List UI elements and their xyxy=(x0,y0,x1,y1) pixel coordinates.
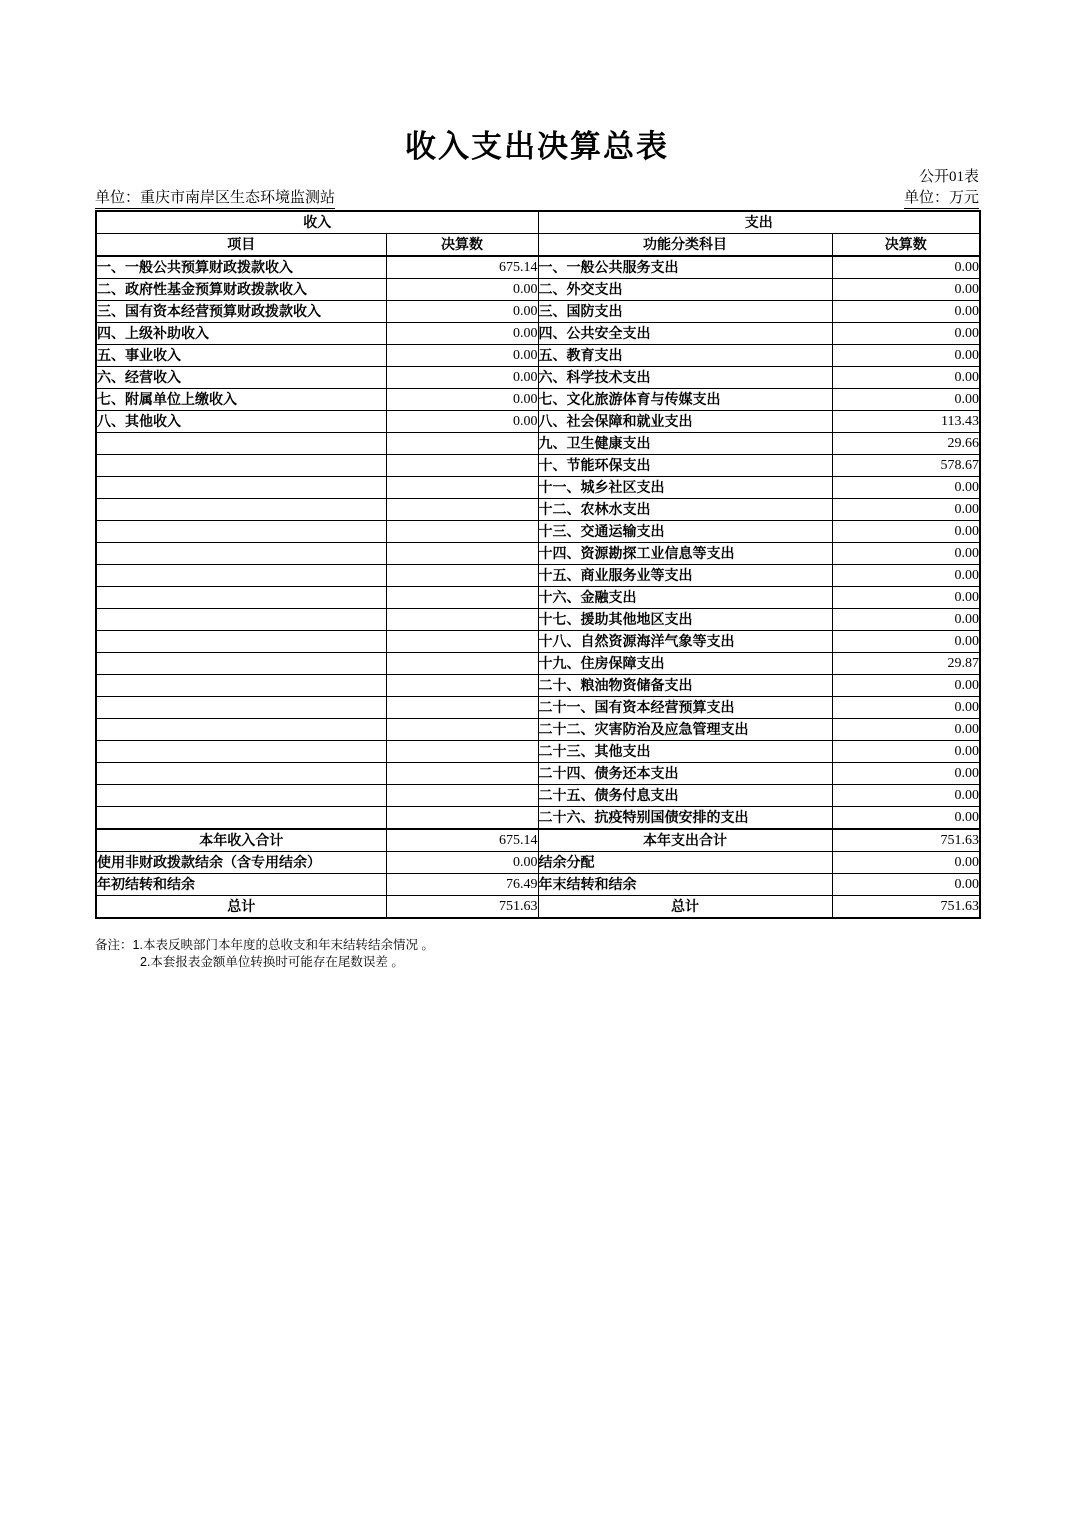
expense-item-label: 二十六、抗疫特别国债安排的支出 xyxy=(538,807,832,830)
income-item-value xyxy=(386,543,538,565)
expense-item-label: 九、卫生健康支出 xyxy=(538,433,832,455)
summary-right-value: 0.00 xyxy=(832,852,980,874)
section-header-row xyxy=(96,211,980,234)
income-item-value xyxy=(386,477,538,499)
income-item-value: 0.00 xyxy=(386,411,538,433)
income-item-value xyxy=(386,499,538,521)
income-item-label: 三、国有资本经营预算财政拨款收入 xyxy=(96,301,386,323)
table-row xyxy=(96,499,980,521)
income-item-value xyxy=(386,455,538,477)
summary-right-label: 总计 xyxy=(538,896,832,919)
expense-item-value: 0.00 xyxy=(832,631,980,653)
income-item-label: 五、事业收入 xyxy=(96,345,386,367)
income-item-value xyxy=(386,807,538,830)
income-item-value xyxy=(386,741,538,763)
summary-left-label: 使用非财政拨款结余（含专用结余） xyxy=(96,852,386,874)
summary-left-label: 本年收入合计 xyxy=(96,829,386,852)
summary-right-value: 751.63 xyxy=(832,829,980,852)
expense-item-value: 0.00 xyxy=(832,521,980,543)
table-row xyxy=(96,543,980,565)
expense-item-label: 四、公共安全支出 xyxy=(538,323,832,345)
income-item-value xyxy=(386,719,538,741)
income-item-label xyxy=(96,521,386,543)
summary-right-value: 751.63 xyxy=(832,896,980,919)
expense-item-value: 0.00 xyxy=(832,565,980,587)
summary-table xyxy=(95,210,981,919)
income-item-label: 八、其他收入 xyxy=(96,411,386,433)
expense-item-value: 0.00 xyxy=(832,477,980,499)
expense-item-label: 十四、资源勘探工业信息等支出 xyxy=(538,543,832,565)
table-row xyxy=(96,301,980,323)
table-body xyxy=(96,256,980,918)
income-item-value xyxy=(386,521,538,543)
income-item-label xyxy=(96,499,386,521)
income-item-label: 六、经营收入 xyxy=(96,367,386,389)
summary-left-value: 76.49 xyxy=(386,874,538,896)
income-item-value: 0.00 xyxy=(386,301,538,323)
income-item-value: 0.00 xyxy=(386,367,538,389)
income-item-value xyxy=(386,653,538,675)
table-row xyxy=(96,367,980,389)
table-row xyxy=(96,609,980,631)
income-item-label xyxy=(96,719,386,741)
table-row xyxy=(96,697,980,719)
table-row xyxy=(96,785,980,807)
table-row xyxy=(96,389,980,411)
expense-item-value: 0.00 xyxy=(832,719,980,741)
income-item-value xyxy=(386,631,538,653)
expense-item-value: 0.00 xyxy=(832,587,980,609)
expense-item-label: 五、教育支出 xyxy=(538,345,832,367)
expense-item-label: 二十、粮油物资储备支出 xyxy=(538,675,832,697)
footnotes xyxy=(95,937,979,971)
expense-item-value: 0.00 xyxy=(832,697,980,719)
expense-item-label: 八、社会保障和就业支出 xyxy=(538,411,832,433)
income-item-value: 0.00 xyxy=(386,323,538,345)
income-item-value: 675.14 xyxy=(386,256,538,279)
expense-item-value: 29.87 xyxy=(832,653,980,675)
table-row xyxy=(96,477,980,499)
table-row xyxy=(96,521,980,543)
footnote-line-1 xyxy=(95,937,979,954)
summary-row xyxy=(96,829,980,852)
income-item-label xyxy=(96,631,386,653)
income-item-label xyxy=(96,433,386,455)
income-item-value xyxy=(386,697,538,719)
expense-item-label: 七、文化旅游体育与传媒支出 xyxy=(538,389,832,411)
column-header-row xyxy=(96,234,980,257)
table-row xyxy=(96,455,980,477)
summary-left-label: 总计 xyxy=(96,896,386,919)
income-item-label xyxy=(96,763,386,785)
footnote-text-1: 1.本表反映部门本年度的总收支和年末结转结余情况 。 xyxy=(132,938,434,952)
income-item-value xyxy=(386,433,538,455)
table-row xyxy=(96,653,980,675)
expense-item-value: 578.67 xyxy=(832,455,980,477)
table-row xyxy=(96,323,980,345)
table-row xyxy=(96,279,980,301)
summary-left-label: 年初结转和结余 xyxy=(96,874,386,896)
expense-item-label: 二十四、债务还本支出 xyxy=(538,763,832,785)
expense-item-value: 0.00 xyxy=(832,763,980,785)
expense-item-value: 0.00 xyxy=(832,256,980,279)
income-item-label xyxy=(96,675,386,697)
table-row xyxy=(96,565,980,587)
table-row xyxy=(96,631,980,653)
table-row xyxy=(96,433,980,455)
expense-item-value: 0.00 xyxy=(832,543,980,565)
expense-item-label: 二十二、灾害防治及应急管理支出 xyxy=(538,719,832,741)
expense-item-label: 二十五、债务付息支出 xyxy=(538,785,832,807)
expense-item-value: 0.00 xyxy=(832,741,980,763)
expense-item-value: 113.43 xyxy=(832,411,980,433)
summary-right-label: 结余分配 xyxy=(538,852,832,874)
income-item-label xyxy=(96,697,386,719)
unit-meta-row xyxy=(95,187,979,209)
income-item-label xyxy=(96,653,386,675)
summary-left-value: 675.14 xyxy=(386,829,538,852)
footnote-text-2: 2.本套报表金额单位转换时可能存在尾数误差 。 xyxy=(140,955,404,969)
expense-item-value: 29.66 xyxy=(832,433,980,455)
table-row xyxy=(96,411,980,433)
income-item-value xyxy=(386,587,538,609)
income-section-header: 收入 xyxy=(96,211,538,234)
expense-item-label: 十七、援助其他地区支出 xyxy=(538,609,832,631)
expense-item-value: 0.00 xyxy=(832,807,980,830)
unit-name: 单位：重庆市南岸区生态环境监测站 xyxy=(95,186,335,209)
expense-item-label: 十二、农林水支出 xyxy=(538,499,832,521)
expense-item-value: 0.00 xyxy=(832,389,980,411)
income-item-value: 0.00 xyxy=(386,345,538,367)
income-item-label xyxy=(96,455,386,477)
summary-right-value: 0.00 xyxy=(832,874,980,896)
table-row xyxy=(96,807,980,830)
expense-item-label: 十三、交通运输支出 xyxy=(538,521,832,543)
income-item-label: 四、上级补助收入 xyxy=(96,323,386,345)
expense-item-value: 0.00 xyxy=(832,675,980,697)
summary-left-value: 751.63 xyxy=(386,896,538,919)
income-item-label xyxy=(96,785,386,807)
expense-item-value: 0.00 xyxy=(832,609,980,631)
page-title: 收入支出决算总表 xyxy=(405,129,669,164)
footnote-prefix: 备注： xyxy=(95,938,133,952)
income-item-value xyxy=(386,675,538,697)
table-row xyxy=(96,719,980,741)
income-item-label: 二、政府性基金预算财政拨款收入 xyxy=(96,279,386,301)
income-item-label xyxy=(96,565,386,587)
income-item-value xyxy=(386,565,538,587)
summary-right-label: 本年支出合计 xyxy=(538,829,832,852)
income-item-value: 0.00 xyxy=(386,279,538,301)
table-row xyxy=(96,587,980,609)
income-item-label xyxy=(96,477,386,499)
income-item-value xyxy=(386,609,538,631)
expense-item-label: 六、科学技术支出 xyxy=(538,367,832,389)
footnote-line-2 xyxy=(95,954,979,971)
summary-left-value: 0.00 xyxy=(386,852,538,874)
summary-row xyxy=(96,874,980,896)
col-header-expense-amount: 决算数 xyxy=(832,234,980,257)
income-item-label xyxy=(96,587,386,609)
sheet-number: 公开01表 xyxy=(918,169,979,185)
expense-item-value: 0.00 xyxy=(832,279,980,301)
summary-row xyxy=(96,852,980,874)
income-item-label xyxy=(96,609,386,631)
income-item-value: 0.00 xyxy=(386,389,538,411)
col-header-func-subject: 功能分类科目 xyxy=(538,234,832,257)
expense-item-label: 二十一、国有资本经营预算支出 xyxy=(538,697,832,719)
expense-item-label: 三、国防支出 xyxy=(538,301,832,323)
expense-section-header: 支出 xyxy=(538,211,980,234)
expense-item-label: 十八、自然资源海洋气象等支出 xyxy=(538,631,832,653)
expense-item-label: 十五、商业服务业等支出 xyxy=(538,565,832,587)
expense-item-value: 0.00 xyxy=(832,345,980,367)
document-page xyxy=(95,0,979,971)
income-item-value xyxy=(386,785,538,807)
expense-item-label: 十九、住房保障支出 xyxy=(538,653,832,675)
income-item-label: 一、一般公共预算财政拨款收入 xyxy=(96,256,386,279)
col-header-income-amount: 决算数 xyxy=(386,234,538,257)
expense-item-label: 十六、金融支出 xyxy=(538,587,832,609)
table-row xyxy=(96,256,980,279)
expense-item-label: 二十三、其他支出 xyxy=(538,741,832,763)
unit-currency: 单位：万元 xyxy=(904,186,979,209)
income-item-label: 七、附属单位上缴收入 xyxy=(96,389,386,411)
table-row xyxy=(96,345,980,367)
expense-item-label: 十、节能环保支出 xyxy=(538,455,832,477)
table-row xyxy=(96,741,980,763)
expense-item-value: 0.00 xyxy=(832,301,980,323)
expense-item-label: 一、一般公共服务支出 xyxy=(538,256,832,279)
income-item-label xyxy=(96,807,386,830)
col-header-item: 项目 xyxy=(96,234,386,257)
expense-item-value: 0.00 xyxy=(832,785,980,807)
income-item-value xyxy=(386,763,538,785)
expense-item-label: 二、外交支出 xyxy=(538,279,832,301)
expense-item-label: 十一、城乡社区支出 xyxy=(538,477,832,499)
income-item-label xyxy=(96,543,386,565)
table-row xyxy=(96,763,980,785)
summary-row xyxy=(96,896,980,919)
income-item-label xyxy=(96,741,386,763)
expense-item-value: 0.00 xyxy=(832,323,980,345)
table-row xyxy=(96,675,980,697)
expense-item-value: 0.00 xyxy=(832,367,980,389)
summary-right-label: 年末结转和结余 xyxy=(538,874,832,896)
expense-item-value: 0.00 xyxy=(832,499,980,521)
